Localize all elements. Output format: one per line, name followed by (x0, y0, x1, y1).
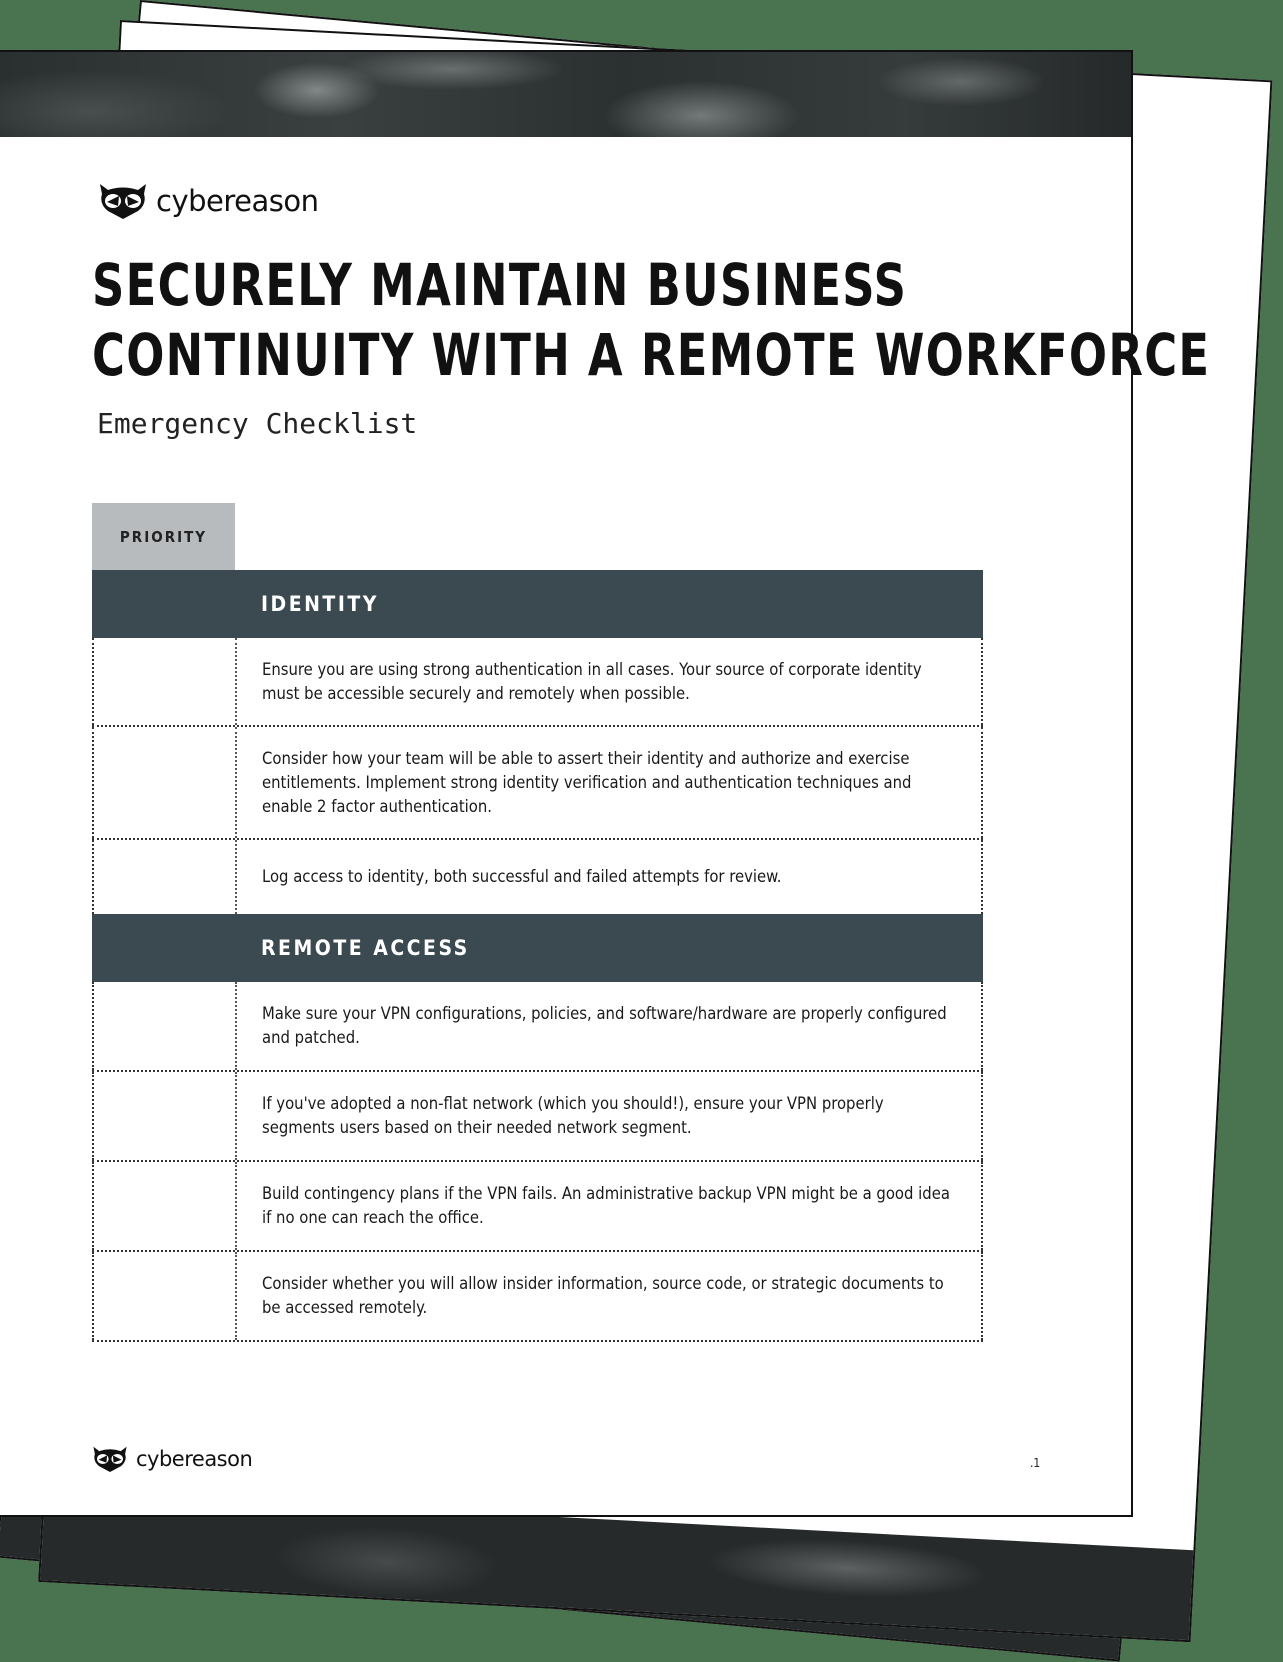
checklist-item-text: Make sure your VPN configurations, policies, and software/hardware are properly configured and patched. (237, 982, 983, 1070)
checklist-row (92, 1162, 983, 1252)
checklist-row (92, 727, 983, 840)
owl-logo-icon (92, 1445, 128, 1473)
priority-cell[interactable] (92, 1252, 237, 1340)
checklist-item-text: Ensure you are using strong authentication in all cases. Your source of corporate identity must be accessible securely and remotely when possible. (237, 638, 983, 725)
checklist-row (92, 982, 983, 1072)
page-title (92, 250, 1210, 390)
section-title: IDENTITY (261, 592, 379, 616)
brand-wordmark: cybereason (156, 184, 319, 218)
priority-column-header: PRIORITY (92, 503, 235, 570)
owl-logo-icon (98, 182, 148, 220)
footer-brand-wordmark: cybereason (136, 1447, 253, 1471)
header-smoke-band (0, 52, 1131, 137)
checklist-item-text: Log access to identity, both successful and failed attempts for review. (237, 840, 983, 914)
section-header-identity (92, 570, 983, 638)
checklist-row (92, 1072, 983, 1162)
checklist-item-text: Build contingency plans if the VPN fails. An administrative backup VPN might be a good idea if no one can reach the office. (237, 1162, 983, 1250)
checklist-row (92, 638, 983, 727)
priority-cell[interactable] (92, 1072, 237, 1160)
checklist-item-text: If you've adopted a non-flat network (which you should!), ensure your VPN properly segments users based on their needed network segment. (237, 1072, 983, 1160)
brand-logo (98, 182, 319, 220)
page-subtitle: Emergency Checklist (97, 407, 418, 440)
title-line-2: CONTINUITY WITH A REMOTE WORKFORCE (92, 321, 1211, 389)
checklist-row (92, 1252, 983, 1342)
page-number: .1 (1030, 1456, 1041, 1470)
section-title: REMOTE ACCESS (261, 936, 470, 960)
section-header-remote-access (92, 914, 983, 982)
checklist-table (92, 570, 983, 1342)
priority-cell[interactable] (92, 1162, 237, 1250)
footer-brand-logo (92, 1445, 252, 1473)
checklist-item-text: Consider how your team will be able to assert their identity and authorize and exercise entitlements. Implement strong identity verification and authentication techniques and enable 2 factor authentication. (237, 727, 983, 838)
front-page (0, 50, 1211, 1517)
priority-cell[interactable] (92, 982, 237, 1070)
title-line-1: SECURELY MAINTAIN BUSINESS (92, 251, 908, 319)
priority-cell[interactable] (92, 840, 237, 914)
checklist-item-text: Consider whether you will allow insider information, source code, or strategic documents to be accessed remotely. (237, 1252, 983, 1340)
checklist-row (92, 840, 983, 914)
priority-cell[interactable] (92, 727, 237, 838)
priority-cell[interactable] (92, 638, 237, 725)
